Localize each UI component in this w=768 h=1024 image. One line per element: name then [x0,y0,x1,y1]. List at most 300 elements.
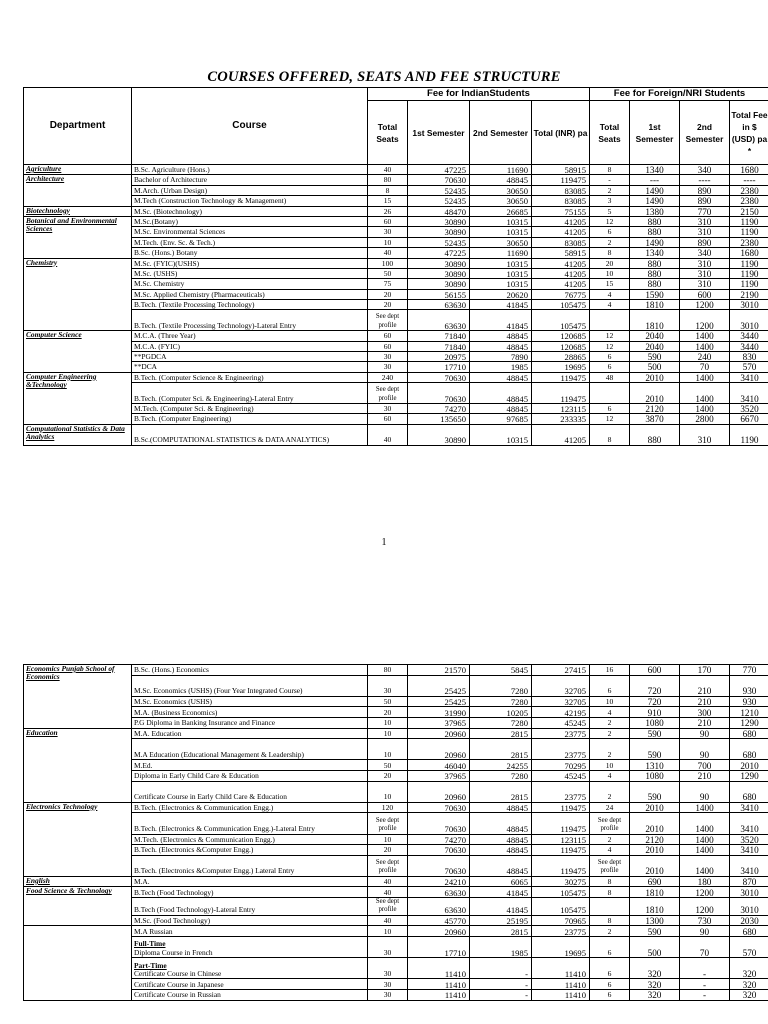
fee-cell: 19695 [532,362,590,372]
table-row [24,258,768,268]
table-row [24,237,768,247]
table-row [24,341,768,351]
fee-cell: 83085 [532,237,590,247]
fee-cell: 2010 [630,813,680,834]
fee-cell: 76775 [532,289,590,299]
fee-cell: 70630 [408,855,470,876]
fee-cell: 1810 [630,898,680,916]
course-cell: B.Sc.(COMPUTATIONAL STATISTICS & DATA ANALYTICS) [132,424,368,445]
fee-cell: 2010 [630,845,680,856]
fee-cell: 41845 [470,898,532,916]
fee-cell: 83085 [532,196,590,206]
fee-cell: 2030 [730,915,768,926]
fee-cell: 2040 [630,341,680,351]
fee-cell: 880 [630,279,680,289]
seats-cell: 2 [590,926,630,937]
fee-cell: 90 [680,926,730,937]
fee-cell: 500 [630,937,680,958]
seats-cell: 4 [590,770,630,781]
fee-cell: 210 [680,717,730,728]
fee-cell: 1340 [630,248,680,258]
fee-cell: 70630 [408,372,470,382]
seats-cell: 40 [368,248,408,258]
fee-cell: 240 [680,352,730,362]
col-header: 1st Semester [408,101,470,165]
course-cell: M.Ed. [132,760,368,771]
seats-cell: 6 [590,675,630,696]
fee-cell: 2800 [680,414,730,424]
course-cell: Diploma in Early Child Care & Education [132,770,368,781]
seats-cell: 2 [590,717,630,728]
fee-cell: 1190 [730,279,768,289]
fee-cell: 25195 [470,915,532,926]
fee-cell: 320 [730,990,768,1001]
fee-cell: 720 [630,696,680,707]
fee-cell: 48845 [470,404,532,414]
fee-cell: 21570 [408,665,470,676]
fee-cell: 300 [680,707,730,718]
department-cell: Electronics Technology [24,802,132,876]
fee-cell: 30890 [408,216,470,226]
fee-cell: 105475 [532,300,590,310]
seats-cell: See dept profile [590,813,630,834]
fee-cell: 2010 [630,383,680,404]
seats-cell: 80 [368,175,408,185]
fee-cell: 48845 [470,802,532,813]
department-cell: Computer Engineering &Technology [24,372,132,424]
seats-cell: 8 [590,915,630,926]
seats-cell: 20 [590,258,630,268]
fee-cell: 1400 [680,383,730,404]
table-row [24,898,768,916]
fee-cell: 135650 [408,414,470,424]
fee-cell: 23775 [532,739,590,760]
seats-cell: 8 [368,185,408,195]
fee-cell: 90 [680,739,730,760]
fee-cell: 590 [630,728,680,739]
fee-cell: 3410 [730,372,768,382]
fee-cell: 7280 [470,717,532,728]
fee-cell: 1210 [730,707,768,718]
fee-cell: 63630 [408,300,470,310]
fee-cell: 48845 [470,845,532,856]
fee-cell: 27415 [532,665,590,676]
fee-cell: 71840 [408,331,470,341]
fee-cell: 48845 [470,372,532,382]
table-row [24,175,768,185]
fee-cell: 119475 [532,855,590,876]
fee-cell: 5845 [470,665,532,676]
course-cell: M.Tech (Construction Technology & Management) [132,196,368,206]
fee-table-page-1 [23,87,768,446]
fee-cell: 3010 [730,898,768,916]
fee-cell: 48845 [470,341,532,351]
seats-cell: 3 [590,196,630,206]
fee-cell: 7890 [470,352,532,362]
seats-cell: 5 [590,206,630,216]
fee-cell: 3410 [730,383,768,404]
fee-cell: 20960 [408,739,470,760]
seats-cell: 8 [590,165,630,175]
fee-cell: 2010 [630,855,680,876]
course-name: Diploma Course in French [134,947,213,957]
course-cell: M.Sc. (USHS) [132,268,368,278]
course-cell: B.Tech. (Electronics &Computer Engg.) [132,845,368,856]
seats-cell [590,310,630,331]
fee-cell: 123115 [532,834,590,845]
seats-cell: 60 [368,331,408,341]
fee-cell: 48470 [408,206,470,216]
table-row [24,424,768,445]
fee-cell: 37965 [408,770,470,781]
fee-cell: 11410 [408,958,470,979]
fee-cell: 46040 [408,760,470,771]
table-row [24,289,768,299]
fee-cell: 47225 [408,165,470,175]
fee-cell: 2190 [730,289,768,299]
table-row [24,300,768,310]
seats-cell: 2 [590,739,630,760]
fee-cell: 70630 [408,175,470,185]
course-cell: M.Tech. (Computer Sci. & Engineering) [132,404,368,414]
fee-cell: 310 [680,424,730,445]
fee-cell: 233335 [532,414,590,424]
fee-cell: 41205 [532,268,590,278]
fee-cell: 37965 [408,717,470,728]
fee-cell: 11690 [470,248,532,258]
fee-cell: 48845 [470,175,532,185]
seats-cell: 16 [590,665,630,676]
fee-cell: 23775 [532,781,590,802]
fee-cell: 310 [680,279,730,289]
department-cell: Biotechnology [24,206,132,216]
seats-cell: 60 [368,341,408,351]
seats-cell: 6 [590,937,630,958]
course-cell: B.Tech. (Textile Processing Technology)-Lateral Entry [132,310,368,331]
fee-cell: 48845 [470,383,532,404]
fee-cell: 105475 [532,887,590,898]
table-row [24,834,768,845]
fee-cell: 210 [680,770,730,781]
seats-cell: 12 [590,216,630,226]
fee-cell: 20960 [408,926,470,937]
fee-cell: 1490 [630,185,680,195]
fee-cell: 70 [680,362,730,372]
fee-cell: 41845 [470,887,532,898]
fee-cell: 680 [730,926,768,937]
table-row [24,248,768,258]
table-row [24,760,768,771]
fee-cell: 97685 [470,414,532,424]
seats-cell: 15 [368,196,408,206]
course-cell: M.C.A. (FYIC) [132,341,368,351]
seats-cell: See dept profile [368,813,408,834]
seats-cell: 8 [590,248,630,258]
fee-cell: 45245 [532,770,590,781]
fee-cell: 3410 [730,802,768,813]
fee-cell: 1400 [680,372,730,382]
course-cell: M.A. [132,876,368,887]
fee-cell: 1080 [630,717,680,728]
fee-cell: 3010 [730,887,768,898]
seats-cell: 6 [590,227,630,237]
department-cell: English [24,876,132,887]
course-cell: B.Sc. (Hons.) Economics [132,665,368,676]
fee-cell: 24255 [470,760,532,771]
fee-cell: 105475 [532,898,590,916]
fee-cell: 170 [680,665,730,676]
fee-cell: 2010 [630,372,680,382]
seats-cell [590,383,630,404]
table-row [24,352,768,362]
fee-cell: 1680 [730,165,768,175]
fee-cell: 58915 [532,165,590,175]
seats-cell: 2 [590,185,630,195]
col-header: 2nd Semester [470,101,532,165]
fee-cell: 1290 [730,770,768,781]
fee-cell: 119475 [532,175,590,185]
seats-cell: 2 [590,237,630,247]
department-cell: Botanical and Environmental Sciences [24,216,132,258]
fee-cell: 2040 [630,331,680,341]
seats-cell: 2 [590,728,630,739]
col-header: 2nd Semester [680,101,730,165]
fee-cell: 880 [630,216,680,226]
fee-cell: 83085 [532,185,590,195]
fee-cell: 41205 [532,227,590,237]
fee-cell: 10315 [470,216,532,226]
fee-cell: 590 [630,352,680,362]
course-cell: Certificate Course in Japanese [132,979,368,990]
seats-cell: 30 [368,937,408,958]
fee-cell: 1290 [730,717,768,728]
fee-cell: 17710 [408,937,470,958]
table-row [24,937,768,958]
fee-cell: 1985 [470,362,532,372]
table-row [24,372,768,382]
course-cell: M.Sc. Applied Chemistry (Pharmaceuticals) [132,289,368,299]
fee-cell: 48845 [470,834,532,845]
fee-cell: 1590 [630,289,680,299]
course-cell: M.Tech. (Electronics & Communication Engg.) [132,834,368,845]
table-row [24,216,768,226]
fee-cell: 2150 [730,206,768,216]
fee-cell: 3010 [730,310,768,331]
table-row [24,196,768,206]
seats-cell: 240 [368,372,408,382]
fee-cell: 123115 [532,404,590,414]
col-header: Total Fee in $ (USD) pa * [730,101,768,165]
table-row [24,979,768,990]
seats-cell: 40 [368,876,408,887]
fee-cell: 74270 [408,834,470,845]
course-cell: **DCA [132,362,368,372]
fee-cell: 1190 [730,258,768,268]
fee-cell: 2815 [470,739,532,760]
table-row [24,696,768,707]
fee-cell: 3520 [730,404,768,414]
fee-cell: 31990 [408,707,470,718]
fee-cell: 45245 [532,717,590,728]
fee-cell: - [470,979,532,990]
seats-cell: 2 [590,781,630,802]
course-cell: **PGDCA [132,352,368,362]
seats-cell: 12 [590,341,630,351]
fee-cell: 700 [680,760,730,771]
fee-cell: 3520 [730,834,768,845]
fee-cell: 41845 [470,310,532,331]
fee-cell: 42195 [532,707,590,718]
fee-cell: 119475 [532,372,590,382]
table-row [24,404,768,414]
fee-cell: 23775 [532,728,590,739]
seats-cell: 10 [368,926,408,937]
course-cell: M.Tech. (Env. Sc. & Tech.) [132,237,368,247]
fee-cell: 680 [730,781,768,802]
fee-cell: 1190 [730,227,768,237]
fee-cell: 25425 [408,675,470,696]
seats-cell: See dept profile [368,855,408,876]
fee-cell: 30890 [408,424,470,445]
col-header: Total (INR) pa [532,101,590,165]
fee-cell: 3410 [730,813,768,834]
fee-cell: 10315 [470,268,532,278]
course-cell: M.A Russian [132,926,368,937]
fee-cell: 11690 [470,165,532,175]
course-cell: B.Tech. (Computer Science & Engineering) [132,372,368,382]
course-cell [132,958,368,979]
table-row [24,739,768,760]
fee-cell: 880 [630,258,680,268]
fee-cell: 30275 [532,876,590,887]
seats-cell: 40 [368,165,408,175]
fee-cell: ---- [680,175,730,185]
seats-cell: 8 [590,876,630,887]
fee-cell: 320 [730,958,768,979]
fee-cell: 1380 [630,206,680,216]
department-header: Department [24,88,132,165]
fee-cell: 10205 [470,707,532,718]
fee-cell: 2815 [470,728,532,739]
table-row [24,855,768,876]
table-row [24,665,768,676]
seats-cell: 30 [368,362,408,372]
fee-cell: 2120 [630,404,680,414]
table-row [24,206,768,216]
seats-cell: See dept profile [590,855,630,876]
fee-cell: 7280 [470,675,532,696]
fee-cell: 1200 [680,898,730,916]
seats-cell: 20 [368,707,408,718]
fee-cell: 90 [680,728,730,739]
seats-cell: 10 [368,834,408,845]
fee-cell: 2380 [730,185,768,195]
fee-cell: 1300 [630,915,680,926]
course-header: Course [132,88,368,165]
fee-cell: 70630 [408,383,470,404]
fee-cell: 720 [630,675,680,696]
course-cell: M.A Education (Educational Management & Leadership) [132,739,368,760]
seats-cell: 20 [368,770,408,781]
fee-cell: 2815 [470,781,532,802]
indian-fee-group-header: Fee for IndianStudents [368,88,590,101]
fee-cell: 2380 [730,196,768,206]
fee-cell: 3440 [730,341,768,351]
fee-cell: 2815 [470,926,532,937]
fee-cell: 1400 [680,834,730,845]
course-cell: B.Tech. (Computer Engineering) [132,414,368,424]
fee-cell: 70965 [532,915,590,926]
fee-cell: 930 [730,696,768,707]
col-header: Total Seats [368,101,408,165]
fee-cell: 770 [680,206,730,216]
course-cell: M.Sc. (Biotechnology) [132,206,368,216]
fee-cell: 1200 [680,300,730,310]
seats-cell: 60 [368,216,408,226]
fee-cell: 3010 [730,300,768,310]
fee-cell: 180 [680,876,730,887]
fee-cell: 600 [680,289,730,299]
seats-cell: 4 [590,707,630,718]
fee-cell: 30890 [408,268,470,278]
fee-cell: 70630 [408,845,470,856]
department-cell: Architecture [24,175,132,206]
fee-cell: 1810 [630,887,680,898]
department-cell: Chemistry [24,258,132,331]
fee-cell: 1400 [680,341,730,351]
fee-cell: 320 [630,990,680,1001]
fee-cell: 41205 [532,279,590,289]
fee-cell: 1200 [680,887,730,898]
course-cell: B.Tech. (Computer Sci. & Engineering)-Lateral Entry [132,383,368,404]
table-row [24,268,768,278]
fee-cell: ---- [730,175,768,185]
fee-cell: 730 [680,915,730,926]
seats-cell: 75 [368,279,408,289]
fee-cell: - [680,990,730,1001]
fee-cell: 1190 [730,424,768,445]
course-cell: M.A. Education [132,728,368,739]
fee-cell: 1310 [630,760,680,771]
fee-cell: 25425 [408,696,470,707]
course-cell: M.Sc. (Food Technology) [132,915,368,926]
fee-cell: 680 [730,739,768,760]
fee-cell: 20620 [470,289,532,299]
course-cell: B.Tech (Food Technology) [132,887,368,898]
fee-cell: 1200 [680,310,730,331]
course-cell: B.Tech (Food Technology)-Lateral Entry [132,898,368,916]
fee-cell: 1400 [680,845,730,856]
fee-cell: 590 [630,781,680,802]
fee-cell: 26685 [470,206,532,216]
fee-cell: 340 [680,165,730,175]
seats-cell: 80 [368,665,408,676]
seats-cell: 2 [590,834,630,845]
fee-cell: 1490 [630,237,680,247]
fee-cell: 11410 [408,990,470,1001]
course-subheading: Full-Time [134,939,166,949]
department-cell: Education [24,728,132,802]
course-cell: B.Tech. (Electronics &Computer Engg.) Lateral Entry [132,855,368,876]
seats-cell: See dept profile [368,310,408,331]
seats-cell: - [590,175,630,185]
fee-cell: 28865 [532,352,590,362]
fee-cell: 20975 [408,352,470,362]
fee-cell: 910 [630,707,680,718]
fee-cell: 1490 [630,196,680,206]
fee-cell: 1680 [730,248,768,258]
fee-cell: 6065 [470,876,532,887]
